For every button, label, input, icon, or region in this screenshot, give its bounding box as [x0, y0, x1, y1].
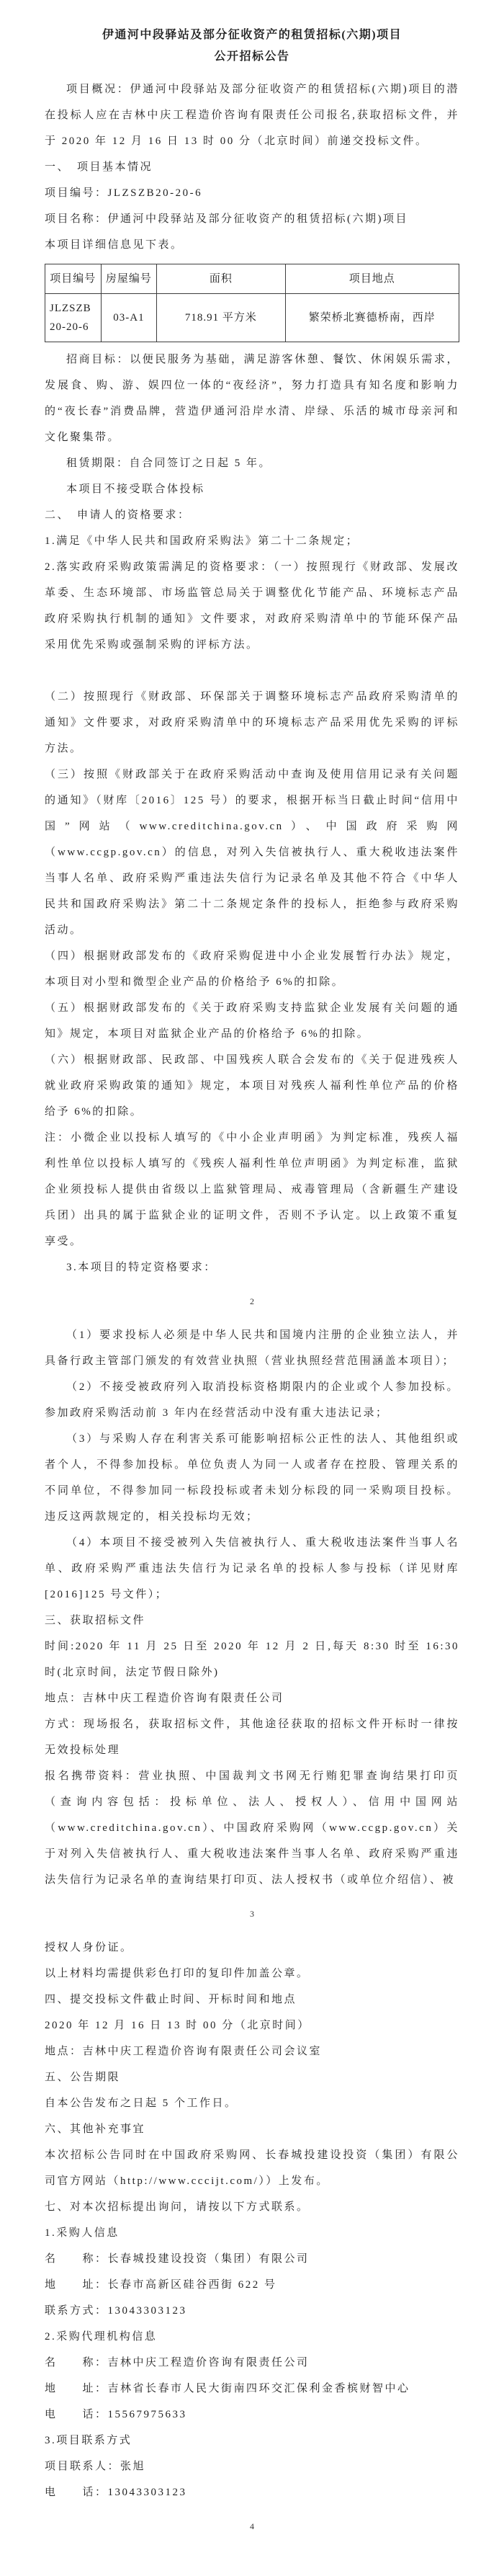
paragraph-agent-info-title: 2.采购代理机构信息 — [45, 2331, 158, 2343]
heading-section-2: 二、 申请人的资格要求： — [45, 509, 191, 521]
paragraph-specific-req-4: （4）本项目不接受被列入失信被执行人、重大税收违法案件当事人名单、政府采购严重违法失信行为记录名单的投标人参与投标（详见财库[2016]125 号文件）； — [45, 1537, 459, 1600]
paragraph-doc-time: 时间:2020 年 11 月 25 日至 2020 年 12 月 2 日,每天 8:30 时至 16:30 时(北京时间，法定节假日除外) — [45, 1641, 459, 1678]
paragraph-buyer-info-title: 1.采购人信息 — [45, 2227, 120, 2239]
paragraph-doc-method: 方式：现场报名，获取招标文件，其他途径获取的招标文件开标时一律按无效投标处理 — [45, 1719, 459, 1756]
paragraph-project-number: 项目编号：JLZSZB20-20-6 — [45, 187, 203, 199]
paragraph-project-name: 项目名称：伊通河中段驿站及部分征收资产的租赁招标(六期)项目 — [45, 213, 408, 225]
paragraph-bid-deadline: 2020 年 12 月 16 日 13 时 00 分（北京时间） — [45, 2020, 310, 2031]
table-header-row — [45, 264, 459, 294]
paragraph-no-joint-bid: 本项目不接受联合体投标 — [66, 483, 205, 495]
paragraph-agent-address: 地 址：吉林省长春市人民大街南四环交汇保利金香槟财智中心 — [45, 2383, 410, 2394]
paragraph-agent-phone: 电 话：15567975633 — [45, 2409, 187, 2420]
notice-title-block — [45, 24, 459, 68]
paragraph-qualification-7: （六）根据财政部、民政部、中国残疾人联合会发布的《关于促进残疾人就业政府采购政策的通知》规定，本项目对残疾人福利性单位产品的价格给予 6%的扣除。 — [45, 1054, 459, 1118]
paragraph-table-intro: 本项目详细信息见下表。 — [45, 239, 184, 251]
paragraph-agent-name: 名 称：吉林中庆工程造价咨询有限责任公司 — [45, 2357, 310, 2368]
heading-section-1: 一、 项目基本情况 — [45, 161, 153, 173]
paragraph-specific-req-3: （3）与采购人存在利害关系可能影响招标公正性的法人、其他组织或者个人，不得参加投标。单位负责人为同一人或者存在控股、管理关系的不同单位，不得参加同一标段投标或者未划分标段的同一采购项目投标。违反这两款规定的，相关投标均无效； — [45, 1433, 459, 1523]
paragraph-doc-place: 地点：吉林中庆工程造价咨询有限责任公司 — [45, 1693, 284, 1704]
heading-section-3: 三、获取招标文件 — [45, 1615, 146, 1626]
paragraph-buyer-contact: 联系方式：13043303123 — [45, 2305, 187, 2317]
paragraph-project-contact-person: 项目联系人：张旭 — [45, 2461, 146, 2472]
table-cell-project-number: JLZSZB20-20-6 — [45, 294, 102, 342]
paragraph-qualification-5: （四）根据财政部发布的《政府采购促进中小企业发展暂行办法》规定，本项目对小型和微型企业产品的价格给予 6%的扣除。 — [45, 950, 459, 988]
page-number-2: 2 — [250, 1296, 254, 1306]
paragraph-specific-req-2: （2）不接受被政府列入取消投标资格期限内的企业或个人参加投标。参加政府采购活动前 3 年内在经营活动中没有重大违法记录； — [45, 1381, 459, 1419]
table-header-project-number: 项目编号 — [45, 264, 102, 294]
table-row — [45, 294, 459, 342]
paragraph-project-overview: 项目概况：伊通河中段驿站及部分征收资产的租赁招标(六期)项目的潜在投标人应在吉林中庆工程造价咨询有限责任公司报名,获取招标文件，并于 2020 年 12 月 16 日 13 时 00 分（北京时间）前递交投标文件。 — [45, 84, 459, 147]
table-header-house-number: 房屋编号 — [101, 264, 157, 294]
table-cell-location: 繁荣桥北赛德桥南，西岸 — [285, 294, 459, 342]
paragraph-qualification-4: （三）按照《财政部关于在政府采购活动中查询及使用信用记录有关问题的通知》（财库〔2016〕125 号）的要求，根据开标当日截止时间“信用中国”网站（www.creditchina.gov.cn）、中国政府采购网（www.ccgp.gov.cn）的信息，对列入失信被执行人、重大税收违法案件当事人名单、政府采购严重违法失信行为记录名单及其他不符合《中华人民共和国政府采购法》第二十二条规定条件的投标人，拒绝参与政府采购活动。 — [45, 769, 459, 936]
table-cell-house-number: 03-A1 — [101, 294, 157, 342]
paragraph-bid-opening-place: 地点：吉林中庆工程造价咨询有限责任公司会议室 — [45, 2046, 323, 2057]
paragraph-specific-requirements: 3.本项目的特定资格要求： — [66, 1262, 217, 1273]
paragraph-project-contact-title: 3.项目联系方式 — [45, 2435, 132, 2446]
notice-title-line2: 公开招标公告 — [214, 50, 290, 63]
page-number-3: 3 — [250, 1909, 254, 1919]
paragraph-project-contact-phone: 电 话：13043303123 — [45, 2487, 187, 2498]
paragraph-investment-target: 招商目标：以便民服务为基础，满足游客休憩、餐饮、休闲娱乐需求，发展食、购、游、娱四位一体的“夜经济”，努力打造具有知名度和影响力的“夜长春”消费品牌，营造伊通河沿岸水清、岸绿、乐活的城市母亲河和文化聚集带。 — [45, 354, 459, 443]
heading-section-5: 五、公告期限 — [45, 2072, 121, 2083]
paragraph-materials-note: 以上材料均需提供彩色打印的复印件加盖公章。 — [45, 1968, 310, 1979]
paragraph-lease-term: 租赁期限：自合同签订之日起 5 年。 — [66, 458, 272, 469]
paragraph-qualification-6: （五）根据财政部发布的《关于政府采购支持监狱企业发展有关问题的通知》规定，本项目对监狱企业产品的价格给予 6%的扣除。 — [45, 1002, 459, 1040]
project-detail-table — [45, 264, 459, 342]
paragraph-other-matters: 本次招标公告同时在中国政府采购网、长春城投建设投资（集团）有限公司官方网站（http://www.cccijt.com/））上发布。 — [45, 2149, 459, 2187]
heading-section-4: 四、提交投标文件截止时间、开标时间和地点 — [45, 1994, 297, 2005]
table-header-area: 面积 — [157, 264, 285, 294]
paragraph-specific-req-1: （1）要求投标人必须是中华人民共和国境内注册的企业独立法人，并具备行政主管部门颁发的有效营业执照（营业执照经营范围涵盖本项目）； — [45, 1329, 459, 1367]
paragraph-buyer-address: 地 址：长春市高新区硅谷西街 622 号 — [45, 2279, 277, 2291]
paragraph-registration-materials-cont: 授权人身份证。 — [45, 1942, 133, 1953]
page-number-4: 4 — [250, 2521, 254, 2531]
blank-line — [45, 658, 459, 684]
paragraph-qualification-note: 注：小微企业以投标人填写的《中小企业声明函》为判定标准，残疾人福利性单位以投标人填写的《残疾人福利性单位声明函》为判定标准，监狱企业须投标人提供由省级以上监狱管理局、戒毒管理局（含新疆生产建设兵团）出具的属于监狱企业的证明文件，否则不予认定。以上政策不重复享受。 — [45, 1132, 459, 1247]
paragraph-qualification-3: （二）按照现行《财政部、环保部关于调整环境标志产品政府采购清单的通知》文件要求，对政府采购清单中的环境标志产品采用优先采购的评标方法。 — [45, 691, 459, 754]
heading-section-6: 六、其他补充事宜 — [45, 2123, 146, 2135]
heading-section-7: 七、对本次招标提出询问，请按以下方式联系。 — [45, 2201, 310, 2213]
paragraph-qualification-2: 2.落实政府采购政策需满足的资格要求：（一）按照现行《财政部、发展改革委、生态环境部、市场监管总局关于调整优化节能产品、环境标志产品政府采购执行机制的通知》文件要求，对政府采购清单中的节能环保产品采用优先采购或强制采购的评标方法。 — [45, 561, 459, 651]
paragraph-qualification-1: 1.满足《中华人民共和国政府采购法》第二十二条规定； — [45, 535, 359, 547]
table-cell-area: 718.91 平方米 — [157, 294, 285, 342]
paragraph-registration-materials: 报名携带资料：营业执照、中国裁判文书网无行贿犯罪查询结果打印页（查询内容包括：投标单位、法人、授权人）、信用中国网站（www.creditchina.gov.cn）、中国政府采购网（www.ccgp.gov.cn）关于对列入失信被执行人、重大税收违法案件当事人名单、政府采购严重违法失信行为记录名单的查询结果打印页、法人授权书（或单位介绍信）、被 — [45, 1770, 459, 1886]
paragraph-buyer-name: 名 称：长春城投建设投资（集团）有限公司 — [45, 2253, 310, 2265]
table-header-location: 项目地点 — [285, 264, 459, 294]
notice-title-line1: 伊通河中段驿站及部分征收资产的租赁招标(六期)项目 — [102, 29, 402, 41]
paragraph-announcement-period: 自本公告发布之日起 5 个工作日。 — [45, 2098, 238, 2109]
